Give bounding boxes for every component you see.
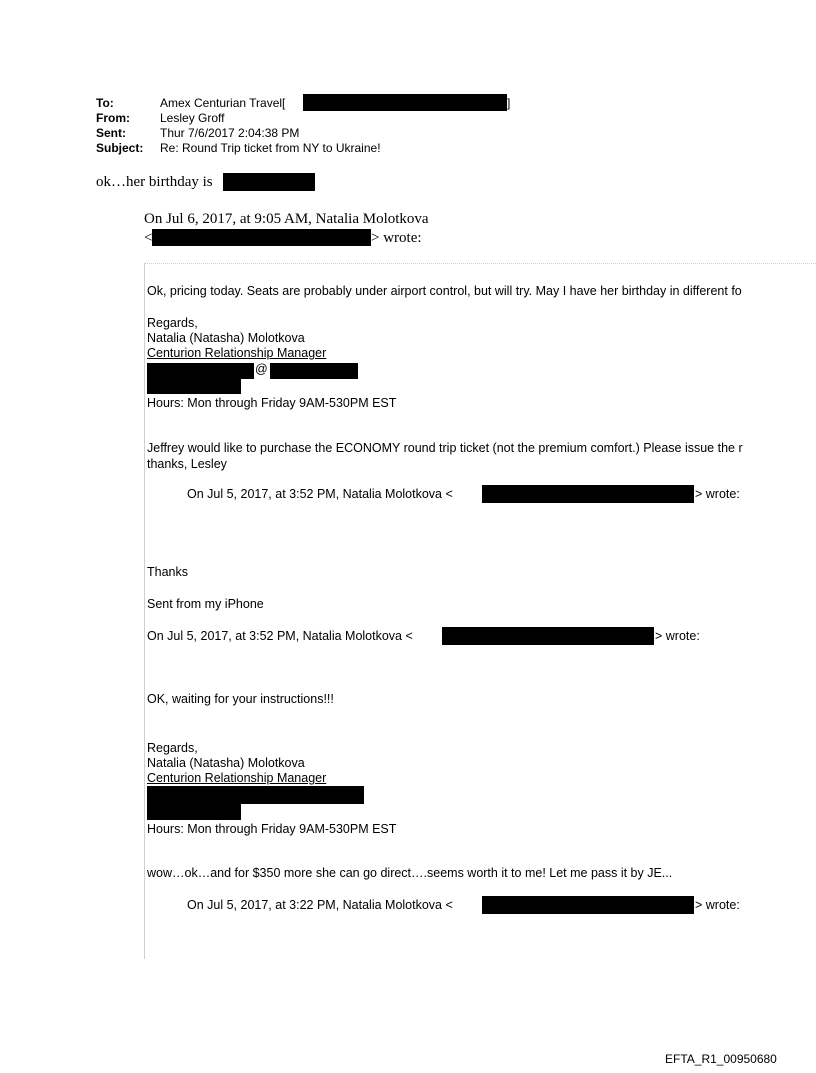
signature-hours: Hours: Mon through Friday 9AM-530PM EST bbox=[147, 396, 397, 410]
redaction-box bbox=[147, 804, 241, 820]
signature-2-title: Centurion Relationship Manager bbox=[147, 771, 327, 785]
redaction-box bbox=[147, 363, 254, 379]
quote-intro-2: On Jul 5, 2017, at 3:52 PM, Natalia Molotkova < bbox=[187, 487, 453, 501]
signature-2-regards: Regards, bbox=[147, 741, 198, 755]
redaction-box bbox=[147, 786, 364, 804]
quote-intro-1-wrote: > wrote: bbox=[371, 230, 422, 246]
signature-at: @ bbox=[255, 362, 268, 376]
redaction-box bbox=[223, 173, 315, 191]
message-jeffrey-line-2: thanks, Lesley bbox=[147, 457, 227, 471]
sent-label: Sent: bbox=[96, 126, 126, 140]
message-wow: wow…ok…and for $350 more she can go direct….seems worth it to me! Let me pass it by JE... bbox=[147, 866, 673, 880]
redaction-box bbox=[152, 229, 371, 246]
redaction-box bbox=[303, 94, 507, 111]
signature-title: Centurion Relationship Manager bbox=[147, 346, 327, 360]
signature-regards: Regards, bbox=[147, 316, 198, 330]
to-value: Amex Centurian Travel[ bbox=[160, 96, 286, 110]
redaction-box bbox=[442, 627, 654, 645]
message-thanks: Thanks bbox=[147, 565, 188, 579]
to-label: To: bbox=[96, 96, 114, 110]
signature-2-hours: Hours: Mon through Friday 9AM-530PM EST bbox=[147, 822, 397, 836]
redaction-box bbox=[270, 363, 358, 379]
quote-border bbox=[144, 263, 145, 959]
quote-intro-4-wrote: > wrote: bbox=[695, 898, 740, 912]
header-sent-row bbox=[96, 127, 126, 139]
reply-body-line: ok…her birthday is bbox=[96, 174, 213, 190]
message-sent-from: Sent from my iPhone bbox=[147, 597, 264, 611]
header-from-row bbox=[96, 112, 130, 124]
quote-divider bbox=[144, 263, 816, 264]
signature-2-name: Natalia (Natasha) Molotkova bbox=[147, 756, 305, 770]
quote-intro-2-wrote: > wrote: bbox=[695, 487, 740, 501]
subject-label: Subject: bbox=[96, 141, 144, 155]
redaction-box bbox=[482, 896, 694, 914]
redaction-box bbox=[482, 485, 694, 503]
header-subject-row bbox=[96, 142, 143, 154]
redaction-box bbox=[147, 379, 241, 394]
header-to-row bbox=[96, 97, 114, 109]
signature-name: Natalia (Natasha) Molotkova bbox=[147, 331, 305, 345]
to-close-bracket: ] bbox=[507, 96, 511, 110]
sent-value: Thur 7/6/2017 2:04:38 PM bbox=[160, 126, 300, 140]
subject-value: Re: Round Trip ticket from NY to Ukraine! bbox=[160, 141, 381, 155]
document-id-footer: EFTA_R1_00950680 bbox=[665, 1052, 777, 1066]
message-waiting: OK, waiting for your instructions!!! bbox=[147, 692, 334, 706]
from-value: Lesley Groff bbox=[160, 111, 225, 125]
from-label: From: bbox=[96, 111, 130, 125]
message-jeffrey-line-1: Jeffrey would like to purchase the ECONOMY round trip ticket (not the premium comfort.) Please issue the r bbox=[147, 441, 743, 455]
quote-intro-4: On Jul 5, 2017, at 3:22 PM, Natalia Molotkova < bbox=[187, 898, 453, 912]
quote-intro-3-wrote: > wrote: bbox=[655, 629, 700, 643]
quote-intro-1-lt: < bbox=[144, 230, 153, 246]
message-pricing: Ok, pricing today. Seats are probably under airport control, but will try. May I have her birthday in different fo bbox=[147, 284, 742, 298]
quote-intro-3: On Jul 5, 2017, at 3:52 PM, Natalia Molotkova < bbox=[147, 629, 413, 643]
quote-intro-1: On Jul 6, 2017, at 9:05 AM, Natalia Molotkova bbox=[144, 211, 429, 227]
